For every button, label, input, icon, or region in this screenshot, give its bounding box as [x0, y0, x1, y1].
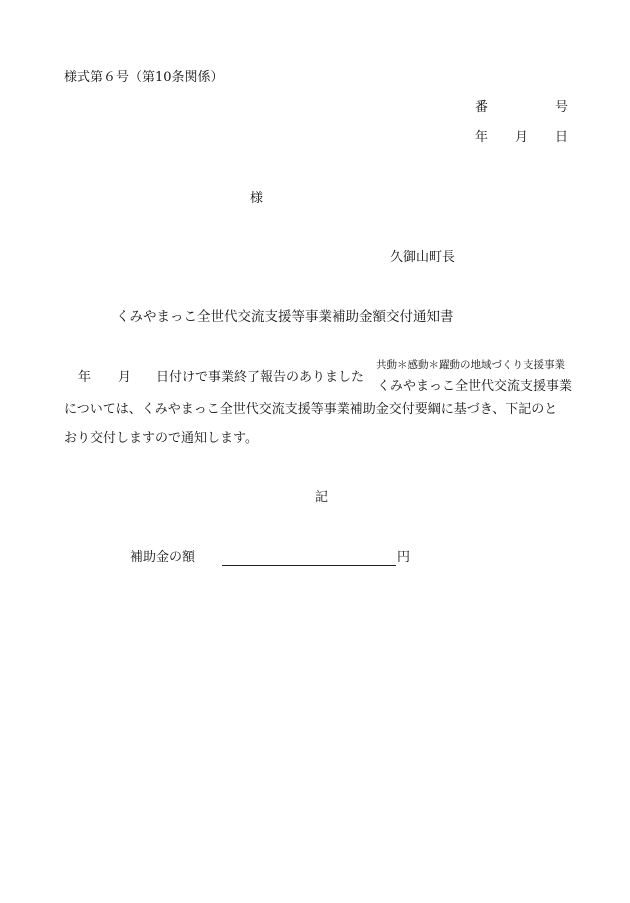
date-year-label: 年	[475, 130, 489, 145]
project-name-line-1: 共動＊感動＊躍動の地域づくり支援事業	[376, 359, 565, 371]
sender-name: 久御山町長	[390, 250, 456, 265]
addressee-suffix: 様	[250, 191, 264, 206]
project-name-line-2: くみやまっこ全世代交流支援事業	[377, 379, 573, 394]
date-month-label: 月	[515, 130, 529, 145]
body-line-3: おり交付しますので通知します。	[64, 431, 258, 446]
body-line-2: については、くみやまっこ全世代交流支援等事業補助金交付要綱に基づき、下記のと	[64, 402, 558, 417]
subsidy-amount-blank-line	[222, 565, 396, 566]
body-line-1: 日付けで事業終了報告のありました	[156, 370, 365, 385]
form-number-label: 様式第６号（第10条関係）	[64, 70, 224, 85]
body-month-label: 月	[118, 370, 132, 385]
document-title: くみやまっこ全世代交流支援等事業補助金額交付通知書	[116, 309, 454, 325]
yen-unit: 円	[397, 550, 411, 565]
body-year-label: 年	[78, 370, 92, 385]
document-number-suffix: 号	[555, 100, 569, 115]
date-day-label: 日	[555, 130, 569, 145]
subsidy-amount-label: 補助金の額	[130, 550, 196, 565]
ki-heading: 記	[315, 490, 329, 505]
document-number-label: 番	[475, 100, 489, 115]
